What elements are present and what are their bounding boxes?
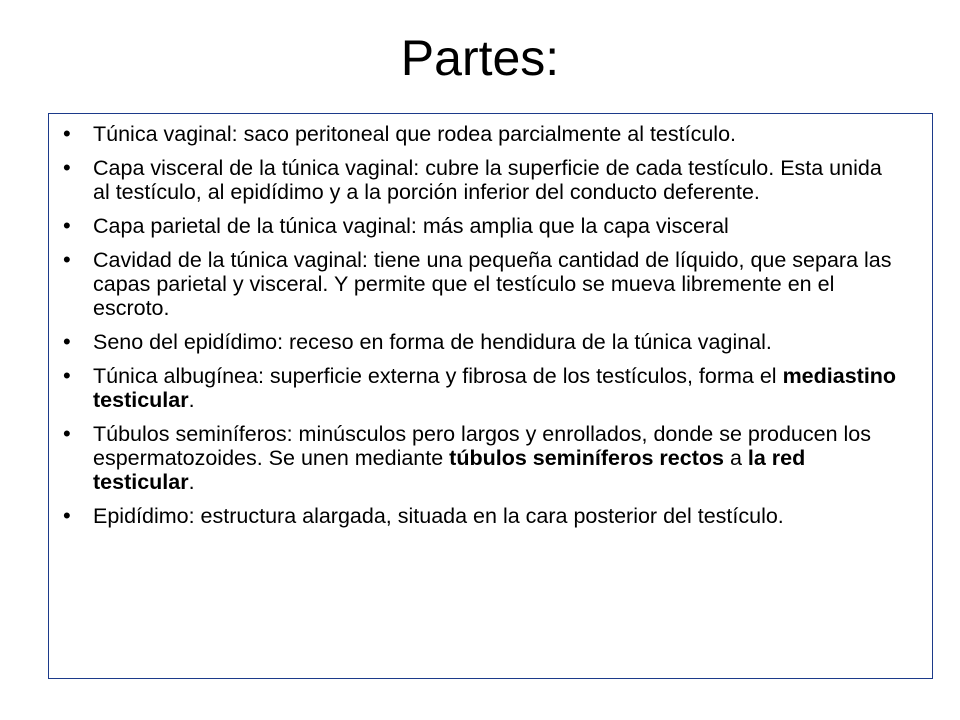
bullet-item-tunica-vaginal xyxy=(59,122,902,146)
bold-term: la red testicular xyxy=(93,446,806,494)
bullet-text: Túnica albugínea: superficie externa y fibrosa de los testículos, forma el xyxy=(93,364,783,388)
bullet-list xyxy=(49,114,932,528)
bullet-text: Seno del epidídimo: receso en forma de hendidura de la túnica vaginal. xyxy=(93,330,772,354)
bullet-item-seno-epididimo xyxy=(59,330,902,354)
bold-term: túbulos seminíferos rectos xyxy=(449,446,724,470)
bullet-text: . xyxy=(188,388,195,412)
bullet-text: Túnica vaginal: saco peritoneal que rodea parcialmente al testículo. xyxy=(93,122,736,146)
bullet-text: Capa visceral de la túnica vaginal: cubre la superficie de cada testículo. Esta unida al testículo, al epidídimo y a la porción inferior del conducto deferente. xyxy=(93,156,882,204)
slide-title: Partes: xyxy=(400,30,560,86)
bold-term: mediastino testicular xyxy=(93,364,897,412)
bullet-item-tunica-albuginea xyxy=(59,364,902,412)
bullet-text: Epidídimo: estructura alargada, situada en la cara posterior del testículo. xyxy=(93,504,784,528)
bullet-text: Capa parietal de la túnica vaginal: más amplia que la capa visceral xyxy=(93,214,729,238)
bullet-item-capa-parietal xyxy=(59,214,902,238)
bullet-item-epididimo xyxy=(59,504,902,528)
bullet-text: . xyxy=(188,470,195,494)
bullet-text: Cavidad de la túnica vaginal: tiene una pequeña cantidad de líquido, que separa las capas parietal y visceral. Y permite que el testículo se mueva libremente en el escroto. xyxy=(93,248,892,320)
content-box xyxy=(48,113,933,679)
bullet-item-capa-visceral xyxy=(59,156,902,204)
bullet-text: Túbulos seminíferos: minúsculos pero largos y enrollados, donde se producen los espermatozoides. Se unen mediante xyxy=(93,422,872,470)
bullet-item-cavidad xyxy=(59,248,902,320)
bullet-item-tubulos-seminiferos xyxy=(59,422,902,494)
bullet-text: a xyxy=(723,446,748,470)
